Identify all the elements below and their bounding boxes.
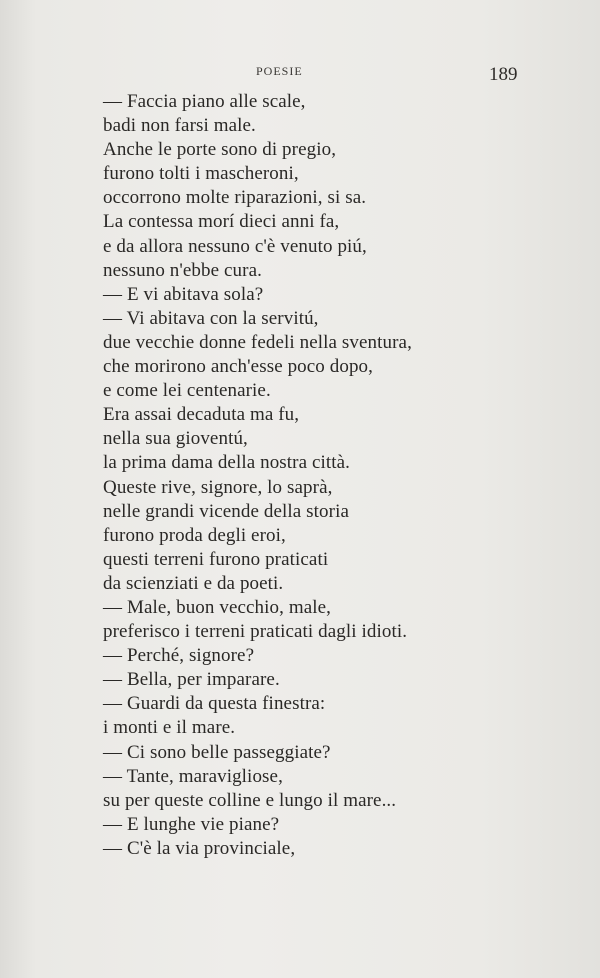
poem-line: occorrono molte riparazioni, si sa. xyxy=(103,187,367,209)
poem-line: la prima dama della nostra città. xyxy=(103,452,351,474)
poem-line: — Tante, maravigliose, xyxy=(103,765,283,787)
poem-line: furono tolti i mascheroni, xyxy=(103,163,299,185)
poem-line: — Vi abitava con la servitú, xyxy=(103,307,319,329)
poem-line: che morirono anch'esse poco dopo, xyxy=(103,356,374,378)
poem-line: Era assai decaduta ma fu, xyxy=(103,404,300,426)
poem-line: badi non farsi male. xyxy=(103,115,256,137)
poem-line: due vecchie donne fedeli nella sventura, xyxy=(103,331,412,353)
poem-line: — Perché, signore? xyxy=(103,645,255,667)
poem-line: questi terreni furono praticati xyxy=(103,548,329,570)
poem-line: furono proda degli eroi, xyxy=(103,524,286,546)
poem-line: i monti e il mare. xyxy=(103,717,236,739)
poem-line: La contessa morí dieci anni fa, xyxy=(103,211,340,233)
poem-line: nelle grandi vicende della storia xyxy=(103,500,349,522)
running-head: POESIE xyxy=(256,64,303,78)
poem-line: — E lunghe vie piane? xyxy=(103,813,280,835)
page-number: 189 xyxy=(489,64,518,85)
poem-line: — E vi abitava sola? xyxy=(103,283,264,305)
poem-line: — Guardi da questa finestra: xyxy=(103,693,326,715)
poem-line: — Bella, per imparare. xyxy=(103,669,280,691)
poem-line: e da allora nessuno c'è venuto piú, xyxy=(103,235,367,257)
poem-line: da scienziati e da poeti. xyxy=(103,572,284,594)
poem-line: nessuno n'ebbe cura. xyxy=(103,259,262,281)
poem-line: su per queste colline e lungo il mare... xyxy=(103,789,397,811)
poem-line: — Faccia piano alle scale, xyxy=(103,91,306,112)
poem-text xyxy=(103,90,573,861)
poem-line: — C'è la via provinciale, xyxy=(103,837,296,859)
poem-line: — Ci sono belle passeggiate? xyxy=(103,741,331,763)
poem-line: nella sua gioventú, xyxy=(103,428,248,450)
poem-line: e come lei centenarie. xyxy=(103,380,271,402)
poem-line: Anche le porte sono di pregio, xyxy=(103,139,337,161)
poem-line: — Male, buon vecchio, male, xyxy=(103,596,331,618)
poem-line: Queste rive, signore, lo saprà, xyxy=(103,476,333,498)
poem-line: preferisco i terreni praticati dagli idioti. xyxy=(103,621,408,643)
